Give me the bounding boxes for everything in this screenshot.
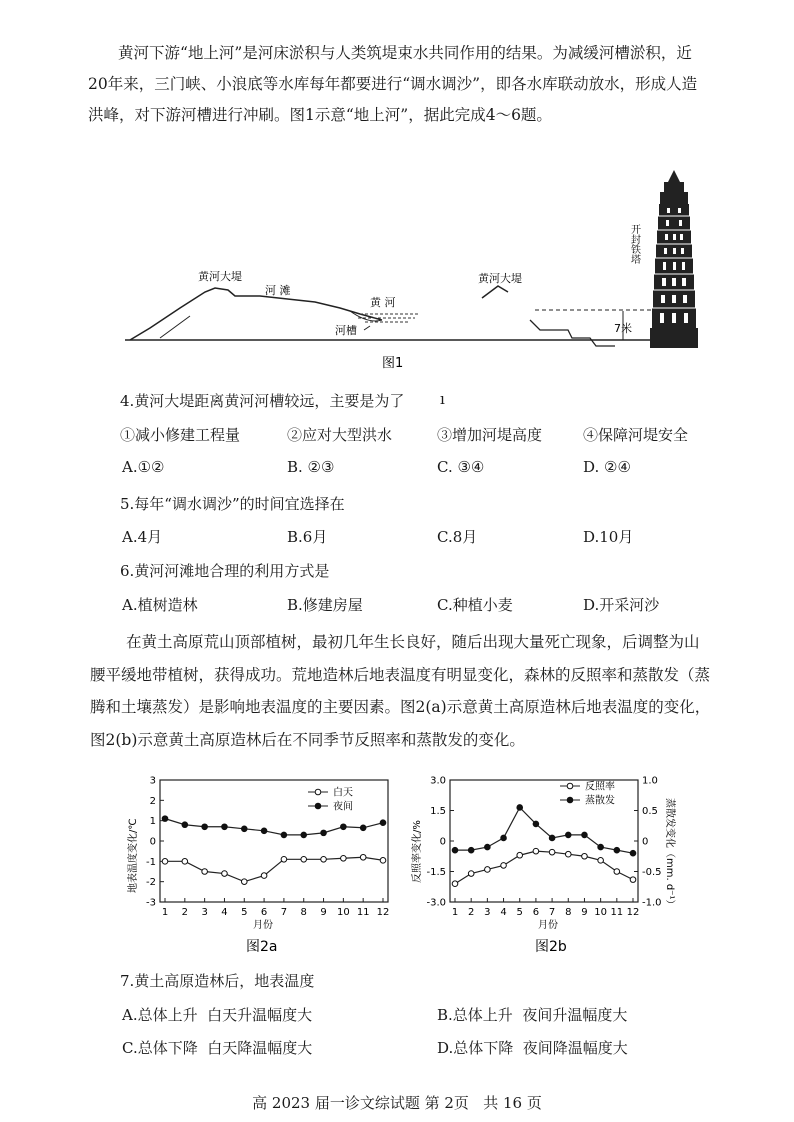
intro1-line2: 20年来，三门峡、小浪底等水库每年都要进行“调水调沙”，即各水库联动放水，形成人造 — [88, 75, 698, 93]
q4-item2: ②应对大型洪水 — [287, 426, 393, 444]
q4-option-b[interactable]: B. ②③ — [287, 458, 335, 476]
x-tick-label: 3 — [201, 907, 208, 918]
y-tick-label: 3 — [149, 775, 156, 787]
point-夜间 — [202, 824, 208, 830]
q4-option-c[interactable]: C. ③④ — [437, 458, 485, 476]
point-反照率 — [452, 881, 458, 887]
q7-option-d[interactable]: D.总体下降 夜间降温幅度大 — [437, 1039, 628, 1057]
point-蒸散发 — [468, 847, 474, 853]
x-tick-label: 10 — [336, 907, 350, 918]
x-tick-label: 12 — [626, 907, 640, 918]
legend-label-白天: 白天 — [333, 787, 353, 799]
series-line-白天 — [165, 857, 383, 881]
point-夜间 — [222, 824, 228, 830]
y-tick-label: -3 — [146, 897, 156, 909]
point-反照率 — [614, 869, 620, 875]
x-tick-label: 11 — [356, 907, 370, 918]
point-夜间 — [360, 825, 366, 831]
q4-option-a[interactable]: A.①② — [122, 458, 165, 476]
legend-marker — [315, 803, 321, 809]
point-夜间 — [380, 820, 386, 826]
q6-option-c[interactable]: C.种植小麦 — [437, 596, 513, 614]
point-蒸散发 — [614, 847, 620, 853]
point-蒸散发 — [549, 835, 555, 841]
point-白天 — [202, 869, 208, 875]
x-tick-label: 7 — [280, 907, 288, 918]
q5-option-d[interactable]: D.10月 — [583, 528, 634, 546]
label-channel: 河槽 — [335, 324, 357, 337]
fig2a-ylabel: 地表温度变化/℃ — [128, 818, 139, 893]
q4-item1: ①减小修建工程量 — [120, 426, 241, 444]
point-夜间 — [341, 824, 347, 830]
page-footer: 高 2023 届一诊文综试题 第 2页 共 16 页 — [252, 1094, 542, 1112]
fig2a-xlabel: 月份 — [253, 920, 273, 931]
point-白天 — [341, 855, 347, 861]
q4-stem: 4.黄河大堤距离黄河河槽较远，主要是为了 — [120, 392, 405, 410]
y-tick-label: 3.0 — [430, 775, 446, 787]
fig2a-caption: 图2a — [246, 939, 278, 955]
point-反照率 — [501, 863, 507, 869]
q6-option-d[interactable]: D.开采河沙 — [583, 596, 660, 614]
x-tick-label: 5 — [241, 907, 248, 918]
point-蒸散发 — [452, 847, 458, 853]
point-白天 — [360, 854, 366, 860]
point-蒸散发 — [598, 844, 604, 850]
y-tick-label: 1.5 — [430, 806, 446, 817]
point-白天 — [241, 879, 247, 885]
legend-marker — [315, 789, 321, 795]
point-夜间 — [321, 830, 327, 836]
point-夜间 — [162, 816, 168, 822]
x-tick-label: 6 — [260, 907, 268, 918]
legend-marker — [567, 783, 573, 789]
point-蒸散发 — [485, 844, 491, 850]
x-tick-label: 1 — [451, 907, 459, 918]
point-反照率 — [533, 848, 539, 854]
x-tick-label: 1 — [161, 907, 169, 918]
q5-option-a[interactable]: A.4月 — [122, 528, 163, 546]
intro2-line1: 在黄土高原荒山顶部植树，最初几年生长良好，随后出现大量死亡现象，后调整为山 — [126, 633, 700, 651]
label-river: 黄 河 — [370, 296, 396, 309]
y-tick-label: 0.5 — [642, 806, 658, 817]
q7-stem: 7.黄土高原造林后，地表温度 — [120, 972, 315, 990]
point-白天 — [162, 859, 168, 865]
q4-item3: ③增加河堤高度 — [437, 426, 543, 444]
q6-option-b[interactable]: B.修建房屋 — [287, 596, 363, 614]
label-dike-left: 黄河大堤 — [198, 270, 242, 283]
q6-stem: 6.黄河河滩地合理的利用方式是 — [120, 562, 330, 580]
x-tick-label: 12 — [376, 907, 390, 918]
point-白天 — [301, 857, 307, 863]
point-白天 — [261, 873, 267, 879]
point-反照率 — [598, 858, 604, 864]
point-蒸散发 — [517, 805, 523, 811]
point-反照率 — [630, 877, 636, 883]
q7-option-b[interactable]: B.总体上升 夜间升温幅度大 — [437, 1006, 628, 1024]
point-反照率 — [549, 849, 555, 855]
y-tick-label: -1 — [146, 856, 156, 868]
y-tick-label: -3.0 — [426, 897, 446, 909]
y-tick-label: 0 — [149, 836, 156, 848]
q6-option-a[interactable]: A.植树造林 — [122, 596, 198, 614]
intro2-line3: 腾和土壤蒸发）是影响地表温度的主要因素。图2(a)示意黄土高原造林后地表温度的变化， — [90, 698, 711, 716]
series-line-夜间 — [165, 819, 383, 835]
y-tick-label: -0.5 — [642, 867, 662, 878]
stray-mark: ı — [440, 390, 445, 408]
x-tick-label: 5 — [516, 907, 523, 918]
legend-label-夜间: 夜间 — [333, 801, 353, 813]
x-tick-label: 9 — [581, 907, 588, 918]
q5-stem: 5.每年“调水调沙”的时间宜选择在 — [120, 495, 345, 513]
y-tick-label: 0 — [439, 836, 446, 848]
x-tick-label: 2 — [467, 907, 475, 918]
x-tick-label: 8 — [300, 907, 307, 918]
intro1-line1: 黄河下游“地上河”是河床淤积与人类筑堤束水共同作用的结果。为减缓河槽淤积，近 — [118, 44, 692, 62]
point-夜间 — [301, 832, 307, 838]
x-tick-label: 3 — [484, 907, 491, 918]
x-tick-label: 2 — [181, 907, 189, 918]
point-反照率 — [485, 867, 491, 873]
point-白天 — [380, 858, 386, 864]
figure-2b-chart — [395, 768, 705, 958]
point-夜间 — [241, 826, 247, 832]
q4-item4: ④保障河堤安全 — [583, 426, 689, 444]
point-反照率 — [565, 851, 571, 857]
x-tick-label: 4 — [500, 907, 507, 918]
intro2-line2: 腰平缓地带植树，获得成功。荒地造林后地表温度有明显变化，森林的反照率和蒸散发（蒸 — [90, 666, 711, 684]
intro1-line3: 洪峰，对下游河槽进行冲刷。图1示意“地上河”，据此完成4～6题。 — [88, 106, 552, 124]
q5-option-b[interactable]: B.6月 — [287, 528, 328, 546]
x-tick-label: 6 — [532, 907, 540, 918]
point-夜间 — [261, 828, 267, 834]
point-白天 — [222, 871, 228, 877]
q7-option-c[interactable]: C.总体下降 白天降温幅度大 — [122, 1039, 313, 1057]
fig2b-xlabel: 月份 — [538, 920, 558, 931]
plot-frame — [160, 780, 388, 902]
point-反照率 — [517, 852, 523, 858]
point-蒸散发 — [630, 850, 636, 856]
kaifeng-iron-tower-icon — [650, 170, 698, 348]
label-floodplain: 河 滩 — [265, 284, 291, 297]
fig2b-ylabel-left: 反照率变化/% — [412, 820, 423, 883]
x-tick-label: 9 — [320, 907, 327, 918]
point-白天 — [321, 857, 327, 863]
figure-1-diagram — [120, 168, 720, 373]
point-蒸散发 — [533, 821, 539, 827]
y-tick-label: 0 — [642, 836, 649, 848]
point-反照率 — [468, 871, 474, 877]
point-白天 — [281, 857, 287, 863]
series-line-反照率 — [455, 851, 633, 884]
fig2b-caption: 图2b — [535, 939, 567, 955]
label-dike-right: 黄河大堤 — [478, 272, 522, 285]
y-tick-label: -1.0 — [642, 897, 662, 909]
y-tick-label: 1 — [149, 816, 156, 828]
q5-option-c[interactable]: C.8月 — [437, 528, 478, 546]
figure-2a-chart — [118, 768, 408, 958]
x-tick-label: 4 — [221, 907, 228, 918]
point-蒸散发 — [501, 835, 507, 841]
fig2b-ylabel-right: 蒸散发变化（mm. d⁻¹） — [664, 798, 675, 910]
point-反照率 — [582, 853, 588, 859]
legend-marker — [567, 797, 573, 803]
series-line-蒸散发 — [455, 807, 633, 853]
y-tick-label: -1.5 — [426, 867, 446, 878]
point-夜间 — [281, 832, 287, 838]
q4-option-d[interactable]: D. ②④ — [583, 458, 631, 476]
x-tick-label: 10 — [594, 907, 608, 918]
point-蒸散发 — [565, 832, 571, 838]
y-tick-label: 1.0 — [642, 775, 658, 787]
y-tick-label: -2 — [146, 877, 156, 889]
point-蒸散发 — [582, 832, 588, 838]
point-白天 — [182, 859, 188, 865]
y-tick-label: 2 — [149, 795, 156, 807]
intro2-line4: 图2(b)示意黄土高原造林后在不同季节反照率和蒸散发的变化。 — [90, 731, 525, 749]
point-夜间 — [182, 822, 188, 828]
x-tick-label: 11 — [610, 907, 624, 918]
label-height: 7米 — [614, 322, 632, 335]
label-tower: 开封铁塔 — [628, 224, 640, 264]
x-tick-label: 8 — [565, 907, 572, 918]
figure-1-caption: 图1 — [382, 356, 404, 371]
legend-label-蒸散发: 蒸散发 — [585, 795, 615, 807]
q7-option-a[interactable]: A.总体上升 白天升温幅度大 — [122, 1006, 313, 1024]
x-tick-label: 7 — [548, 907, 556, 918]
legend-label-反照率: 反照率 — [585, 781, 615, 793]
